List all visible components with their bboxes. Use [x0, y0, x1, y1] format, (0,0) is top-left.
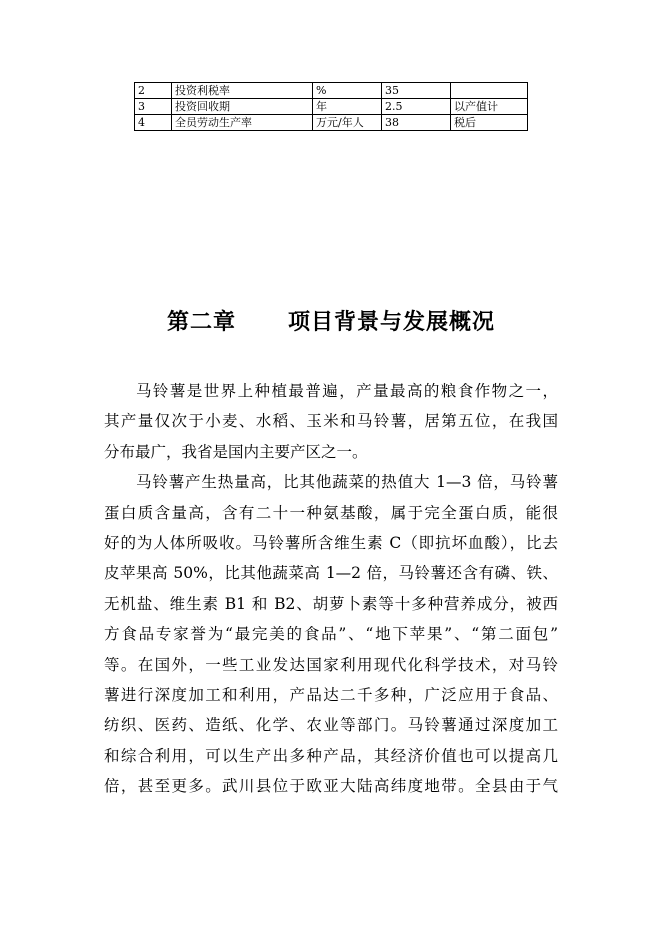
text-line: 和综合利用，可以生产出多种产品，其经济价值也可以提高几: [104, 746, 558, 765]
chapter-title: 第二章 项目背景与发展概况: [167, 309, 495, 335]
indicator-name: 投资利税率: [172, 83, 313, 99]
row-number: 3: [135, 99, 172, 115]
table-row: [135, 115, 528, 131]
indicator-value: 2.5: [382, 99, 451, 115]
indicator-name: 全员劳动生产率: [172, 115, 313, 131]
indicator-unit: 万元/年人: [313, 115, 382, 131]
text-line: 无机盐、维生素 B1 和 B2、胡萝卜素等十多种营养成分，被西: [104, 594, 558, 613]
indicator-note: [451, 83, 528, 99]
indicator-table: [134, 82, 528, 131]
text-line: 分布最广，我省是国内主要产区之一。: [104, 442, 368, 461]
row-number: 2: [135, 83, 172, 99]
row-number: 4: [135, 115, 172, 131]
text-line: 倍，甚至更多。武川县位于欧亚大陆高纬度地带。全县由于气: [104, 777, 558, 796]
text-line: 纺织、医药、造纸、化学、农业等部门。马铃薯通过深度加工: [104, 716, 558, 735]
text-line: 薯进行深度加工和利用，产品达二千多种，广泛应用于食品、: [104, 685, 558, 704]
paragraph: [104, 467, 558, 801]
text-line: 蛋白质含量高，含有二十一种氨基酸，属于完全蛋白质，能很: [104, 503, 558, 522]
text-line: 马铃薯产生热量高，比其他蔬菜的热值大 1—3 倍，马铃薯: [136, 473, 558, 492]
text-line: 皮苹果高 50%，比其他蔬菜高 1—2 倍，马铃薯还含有磷、铁、: [104, 564, 558, 583]
indicator-name: 投资回收期: [172, 99, 313, 115]
indicator-unit: %: [313, 83, 382, 99]
table-row: [135, 99, 528, 115]
indicator-note: 以产值计: [451, 99, 528, 115]
indicator-value: 35: [382, 83, 451, 99]
table-row: [135, 83, 528, 99]
paragraph: [104, 376, 558, 467]
text-line: 马铃薯是世界上种植最普遍，产量最高的粮食作物之一，: [136, 382, 558, 400]
text-line: 方食品专家誉为“最完美的食品”、“地下苹果”、“第二面包”: [104, 625, 558, 644]
indicator-unit: 年: [313, 99, 382, 115]
text-line: 等。在国外，一些工业发达国家利用现代化科学技术，对马铃: [104, 655, 558, 674]
text-line: 好的为人体所吸收。马铃薯所含维生素 C（即抗坏血酸），比去: [104, 533, 558, 552]
body-text: [104, 376, 558, 801]
text-line: 其产量仅次于小麦、水稻、玉米和马铃薯，居第五位，在我国: [104, 412, 558, 431]
indicator-value: 38: [382, 115, 451, 131]
indicator-note: 税后: [451, 115, 528, 131]
